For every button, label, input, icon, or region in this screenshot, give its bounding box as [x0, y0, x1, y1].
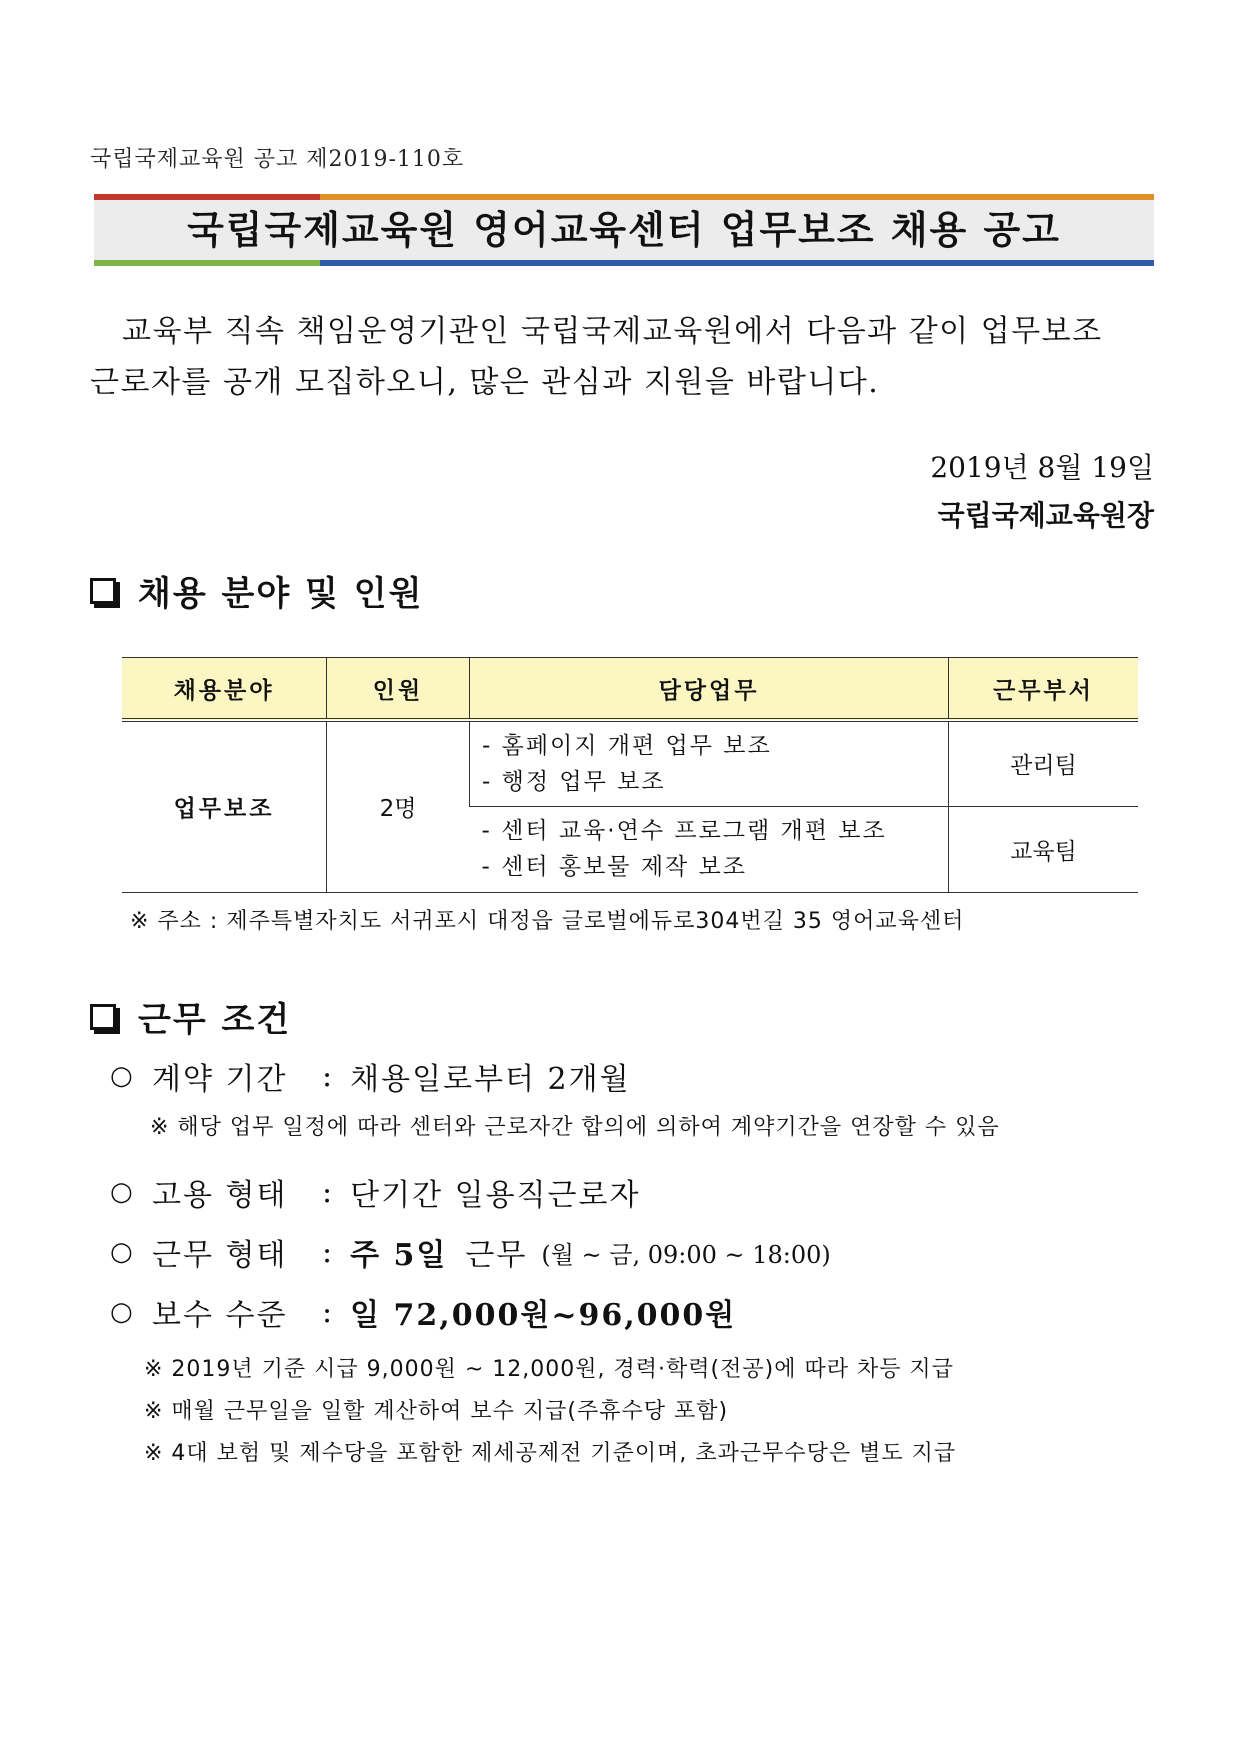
- condition-separator: :: [322, 1294, 335, 1330]
- pay-note: ※ 4대 보험 및 제수당을 포함한 제세공제전 기준이며, 초과근무수당은 별도 지급: [144, 1441, 957, 1466]
- intro-paragraph: [90, 306, 1154, 408]
- cell-department: 관리팀: [949, 720, 1139, 806]
- checkbox-square-icon: [90, 1004, 116, 1030]
- duty-item: - 행정 업무 보조: [482, 768, 666, 795]
- duty-item: - 홈페이지 개편 업무 보조: [482, 732, 772, 759]
- announcement-date: 2019년 8월 19일: [930, 451, 1154, 484]
- address-note: ※ 주소 : 제주특별자치도 서귀포시 대정읍 글로벌에듀로304번길 35 영어교육센터: [130, 909, 965, 934]
- condition-separator: :: [322, 1174, 335, 1210]
- header-field: 채용분야: [122, 658, 327, 721]
- section-heading-recruitment: [90, 566, 423, 615]
- cell-count: 2명: [327, 720, 470, 892]
- notice-number: 국립국제교육원 공고 제2019-110호: [90, 147, 465, 172]
- table-header-row: [122, 658, 1138, 721]
- condition-separator: :: [322, 1058, 335, 1094]
- cell-duties: [470, 720, 949, 806]
- table-row: [122, 720, 1138, 806]
- section-title: 근무 조건: [138, 1000, 292, 1040]
- section-heading-conditions: [90, 992, 291, 1041]
- pay-note: ※ 매월 근무일을 일할 계산하여 보수 지급(주휴수당 포함): [144, 1399, 729, 1424]
- duty-item: - 센터 교육·연수 프로그램 개편 보조: [481, 818, 887, 844]
- page-title: 국립국제교육원 영어교육센터 업무보조 채용 공고: [187, 208, 1061, 252]
- circle-bullet-icon: ○: [110, 1177, 135, 1207]
- condition-employment: [110, 1170, 640, 1214]
- condition-value-bold: 일 72,000원~96,000원: [350, 1298, 737, 1333]
- header-duties: 담당업무: [470, 658, 949, 721]
- condition-value: 근무: [465, 1238, 528, 1273]
- cell-field: 업무보조: [122, 720, 327, 892]
- signer: 국립국제교육원장: [937, 499, 1154, 532]
- condition-work: [110, 1230, 831, 1274]
- circle-bullet-icon: ○: [110, 1061, 135, 1091]
- condition-label: 근무 형태: [152, 1238, 288, 1273]
- header-department: 근무부서: [949, 658, 1139, 721]
- intro-line-1: 교육부 직속 책임운영기관인 국립국제교육원에서 다음과 같이 업무보조: [122, 314, 1103, 349]
- circle-bullet-icon: ○: [110, 1297, 135, 1327]
- title-bar-bottom-green: [94, 260, 320, 266]
- checkbox-square-icon: [90, 578, 116, 604]
- title-bar-bottom-blue: [320, 260, 1154, 266]
- duty-item: - 센터 홍보물 제작 보조: [481, 854, 748, 880]
- work-hours: (월 ~ 금, 09:00 ~ 18:00): [541, 1240, 831, 1269]
- cell-duties: [470, 806, 949, 892]
- pay-note: ※ 2019년 기준 시급 9,000원 ~ 12,000원, 경력·학력(전공)에 따라 차등 지급: [144, 1357, 954, 1382]
- section-title: 채용 분야 및 인원: [138, 574, 424, 614]
- condition-pay: [110, 1290, 736, 1334]
- intro-line-2: 근로자를 공개 모집하오니, 많은 관심과 지원을 바랍니다.: [90, 365, 880, 400]
- contract-note: ※ 해당 업무 일정에 따라 센터와 근로자간 합의에 의하여 계약기간을 연장할 수 있음: [150, 1115, 1000, 1140]
- header-count: 인원: [327, 658, 470, 721]
- cell-department: 교육팀: [949, 806, 1139, 892]
- condition-value: 단기간 일용직근로자: [350, 1178, 641, 1213]
- condition-label: 계약 기간: [152, 1062, 288, 1097]
- condition-value-bold: 주 5일: [350, 1238, 448, 1273]
- condition-label: 보수 수준: [152, 1298, 288, 1333]
- circle-bullet-icon: ○: [110, 1237, 135, 1267]
- recruitment-table: [122, 657, 1138, 893]
- condition-contract: [110, 1054, 631, 1098]
- condition-separator: :: [322, 1234, 335, 1270]
- condition-value: 채용일로부터 2개월: [350, 1062, 631, 1097]
- condition-label: 고용 형태: [152, 1178, 288, 1213]
